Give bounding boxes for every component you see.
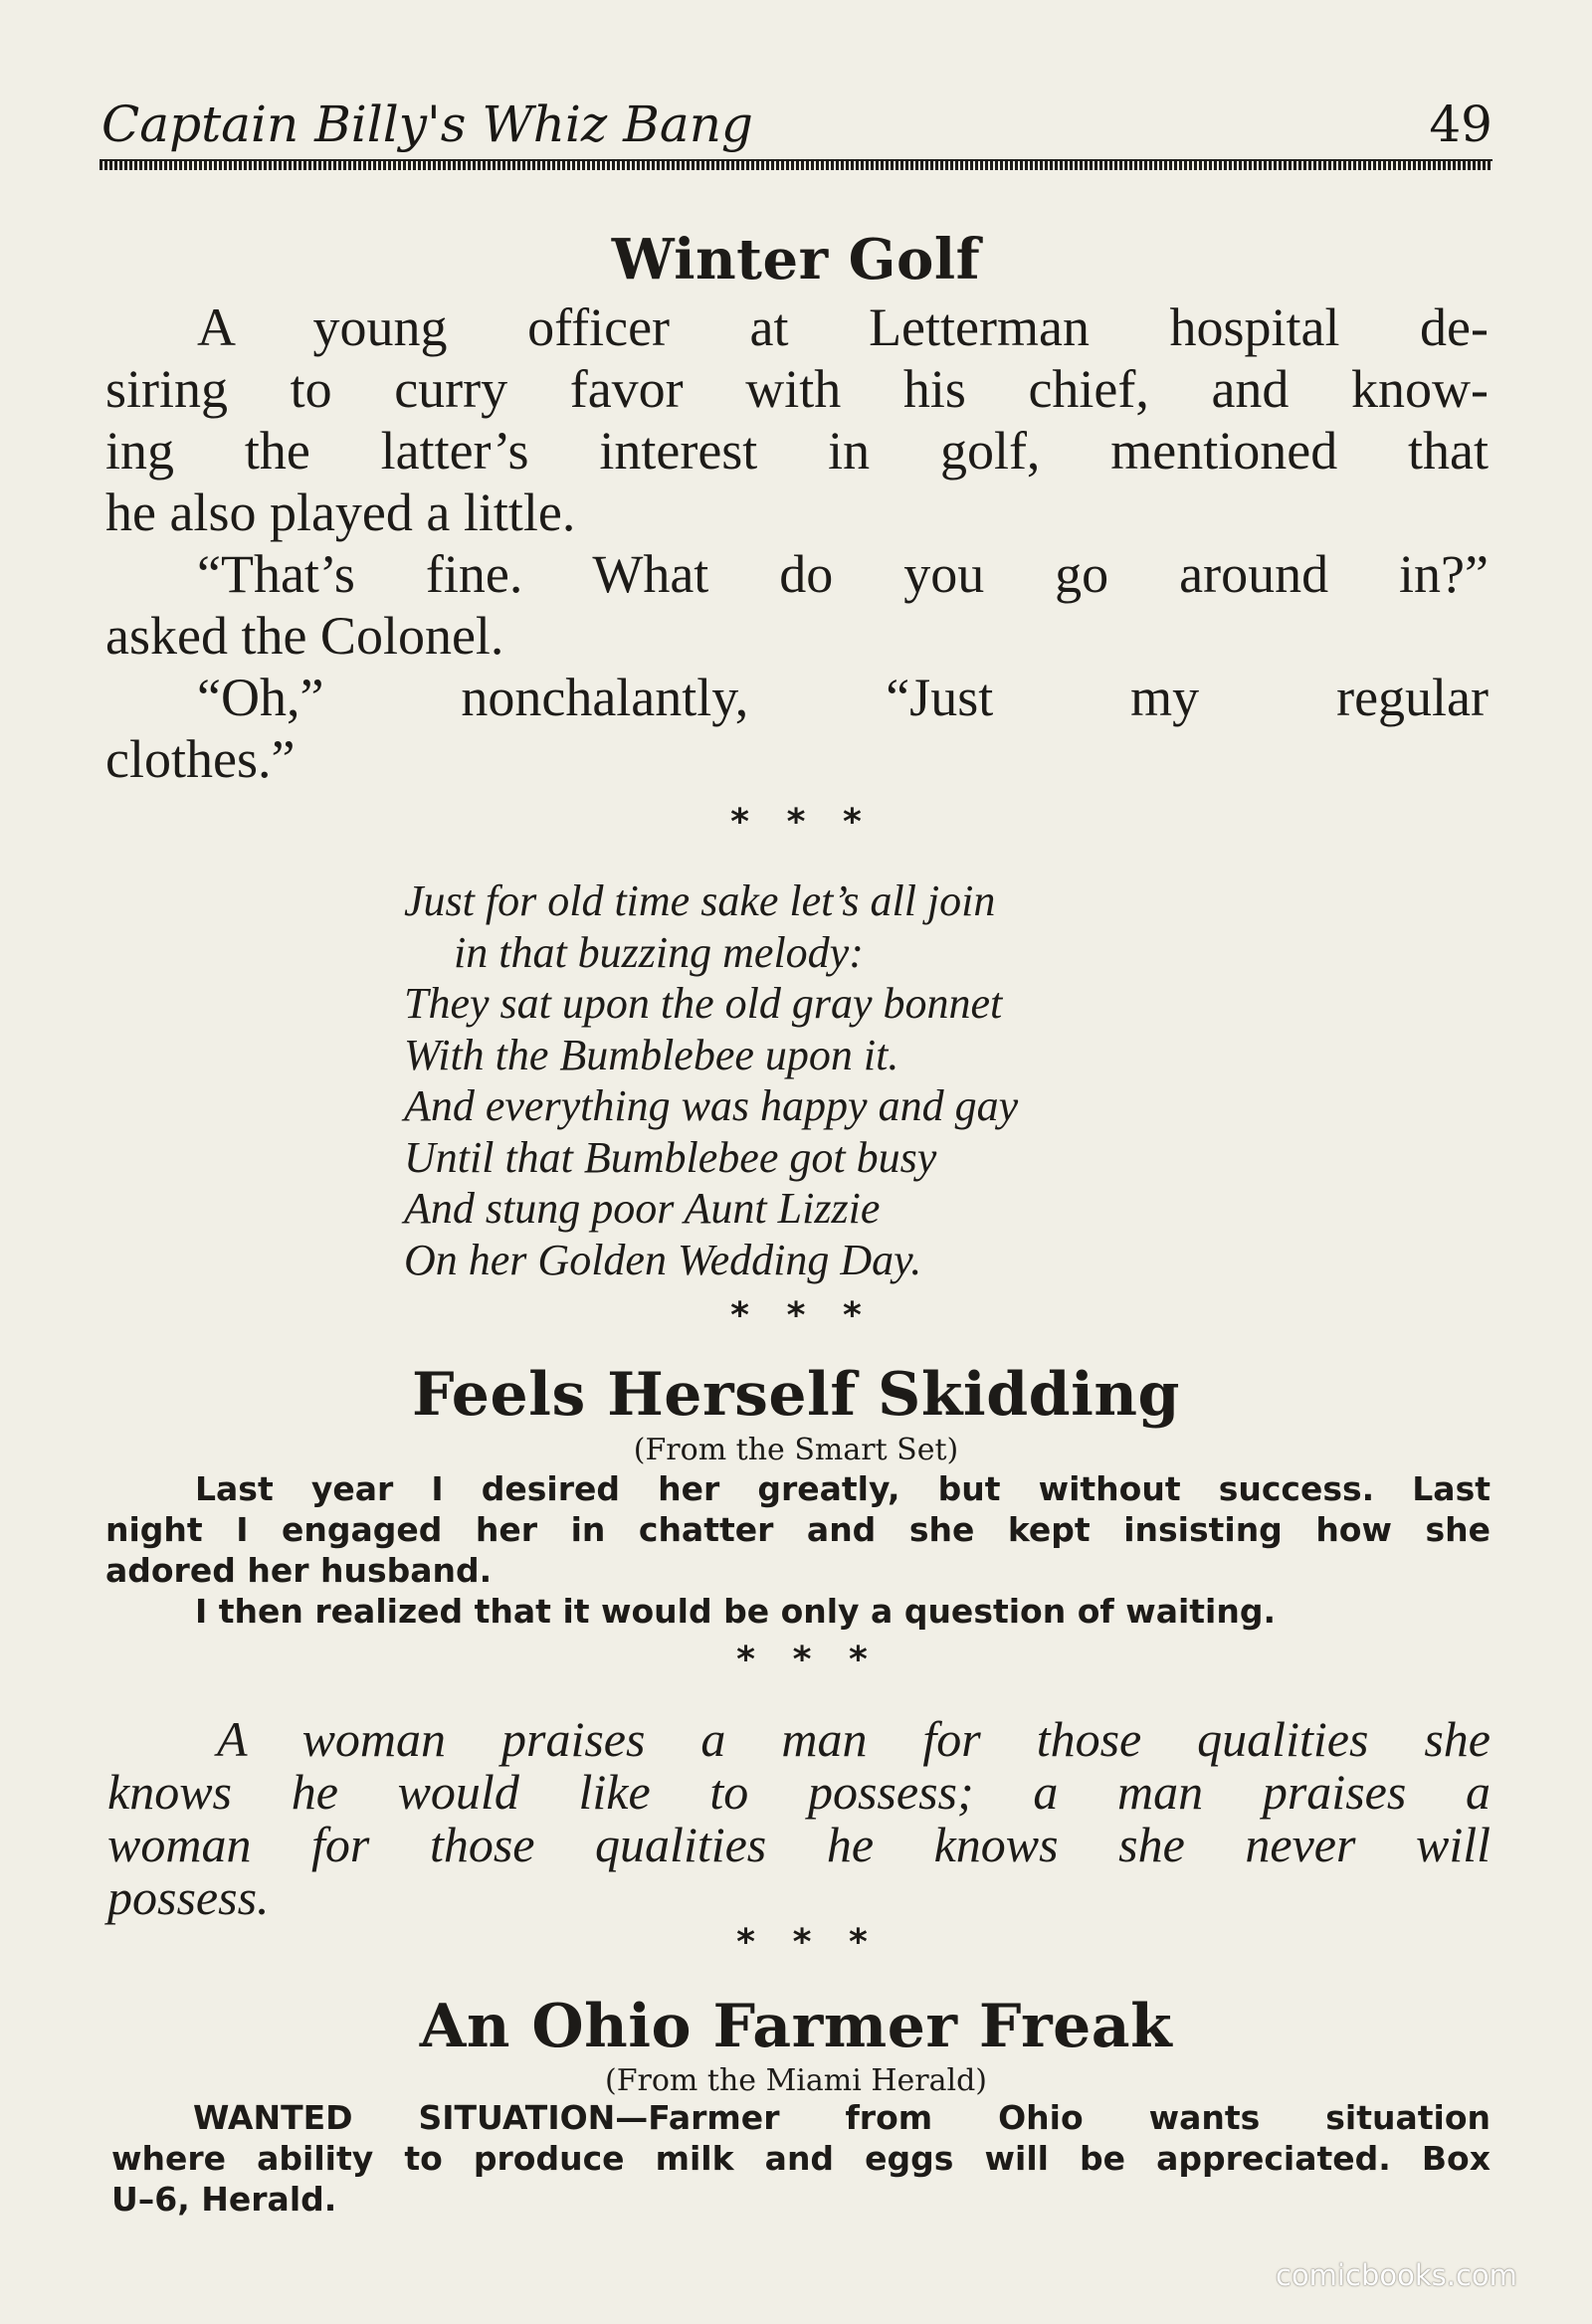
story-line: he also played a little. xyxy=(105,483,576,542)
running-header xyxy=(101,96,1492,157)
skidding-heading: Feels Herself Skidding xyxy=(411,1360,1180,1430)
quote-line: possess. xyxy=(107,1869,270,1925)
skidding-source: (From the Smart Set) xyxy=(633,1433,959,1467)
separator-stars: * * * xyxy=(736,1640,868,1680)
story-line: I then realized that it would be only a question of waiting. xyxy=(195,1592,1277,1631)
story-line: adored her husband. xyxy=(105,1551,493,1590)
story-line: ing the latter’s interest in golf, mentioned that xyxy=(105,421,1489,481)
ad-line: WANTED SITUATION—Farmer from Ohio wants situation xyxy=(193,2098,1491,2137)
verse-line: And everything was happy and gay xyxy=(404,1081,1019,1130)
verse-line: They sat upon the old gray bonnet xyxy=(404,979,1003,1028)
verse-line: Just for old time sake let’s all join xyxy=(404,876,996,925)
bumblebee-verse xyxy=(404,875,1220,1285)
quote-line: A woman praises a man for those qualities she xyxy=(217,1711,1491,1767)
ohio-source: (From the Miami Herald) xyxy=(605,2063,987,2098)
site-watermark: comicbooks.com xyxy=(1276,2258,1517,2292)
verse-line: On her Golden Wedding Day. xyxy=(404,1235,922,1284)
separator-stars: * * * xyxy=(730,802,862,843)
quote-line: knows he would like to possess; a man praises a xyxy=(107,1764,1491,1820)
verse-line: And stung poor Aunt Lizzie xyxy=(404,1184,881,1233)
verse-line: With the Bumblebee upon it. xyxy=(404,1030,899,1079)
ohio-heading: An Ohio Farmer Freak xyxy=(419,1992,1173,2061)
verse-line: Until that Bumblebee got busy xyxy=(404,1132,937,1182)
separator-stars: * * * xyxy=(730,1295,862,1336)
story-line: asked the Colonel. xyxy=(105,606,504,666)
story-line: A young officer at Letterman hospital de- xyxy=(197,297,1489,357)
magazine-title: Captain Billy's Whiz Bang xyxy=(101,96,753,153)
quote-line: woman for those qualities he knows she never will xyxy=(107,1817,1491,1872)
story-line: “Oh,” nonchalantly, “Just my regular xyxy=(197,668,1489,727)
verse-line: in that buzzing melody: xyxy=(454,927,864,977)
skidding-story xyxy=(105,1468,1491,1632)
story-line: night I engaged her in chatter and she kept insisting how she xyxy=(105,1510,1491,1549)
separator-stars: * * * xyxy=(736,1922,868,1963)
story-line: Last year I desired her greatly, but without success. Last xyxy=(195,1469,1491,1508)
woman-man-quote xyxy=(107,1713,1491,1924)
winter-golf-story xyxy=(105,296,1489,790)
story-line: “That’s fine. What do you go around in?” xyxy=(197,544,1489,604)
header-rule xyxy=(100,159,1492,170)
ad-line: where ability to produce milk and eggs will be appreciated. Box xyxy=(111,2139,1491,2178)
winter-golf-heading: Winter Golf xyxy=(611,227,981,292)
ad-line: U–6, Herald. xyxy=(111,2180,337,2219)
story-line: clothes.” xyxy=(105,729,296,789)
story-line: siring to curry favor with his chief, and know- xyxy=(105,359,1489,419)
ohio-ad xyxy=(111,2097,1491,2220)
page-number: 49 xyxy=(1429,96,1492,153)
